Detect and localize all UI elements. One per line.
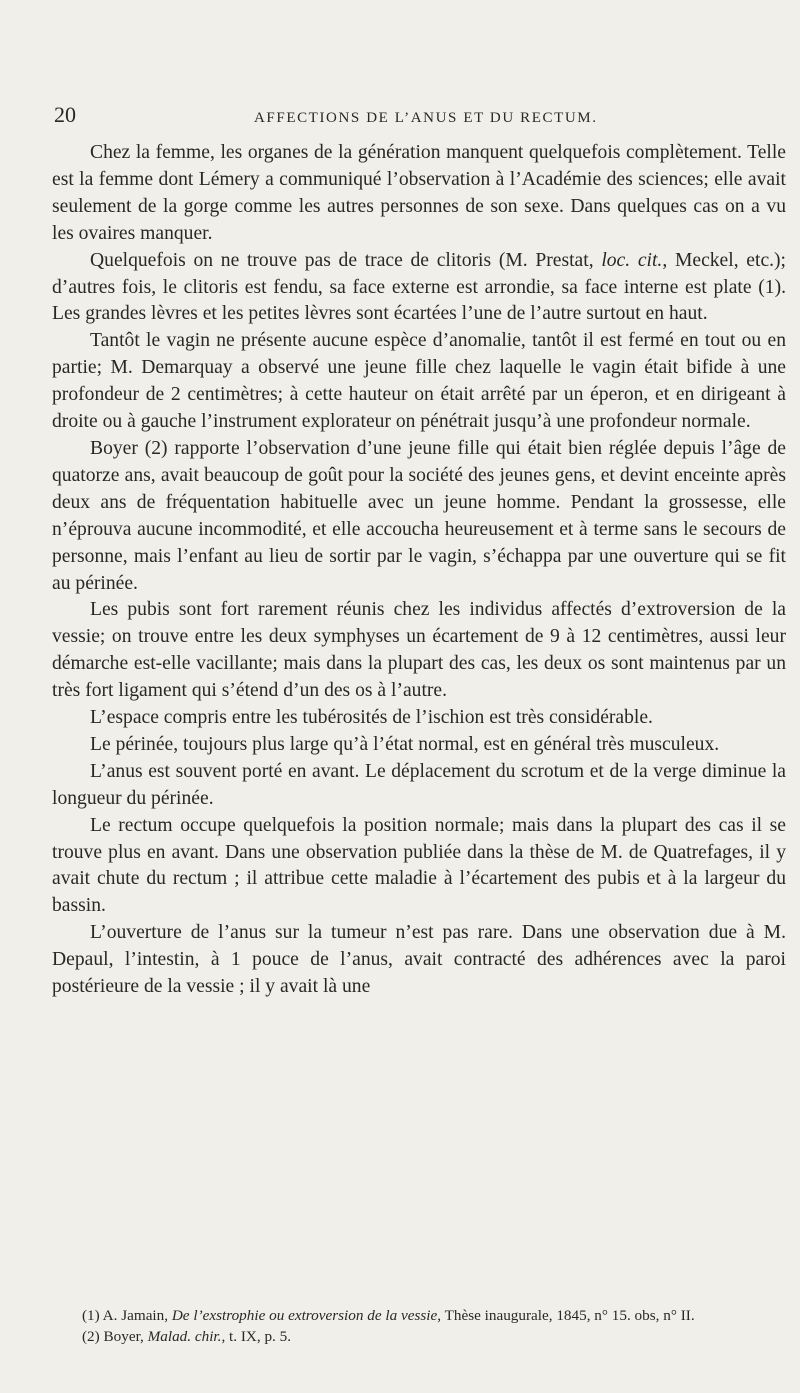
body-text xyxy=(52,140,786,1001)
paragraph-3: Tantôt le vagin ne présente aucune espèce d’anomalie, tantôt il est fermé en tout ou en partie; M. Demarquay a observé une jeune fille chez laquelle le vagin était bifide à une profondeur de 2 centimètres; à cette hauteur on était arrêté par un éperon, et en dirigeant à droite ou à gauche l’instrument explorateur on pénétrait jusqu’à une profondeur normale. xyxy=(52,330,786,433)
citation-italic: loc. cit. xyxy=(601,249,663,271)
footnote-2: (2) Boyer, Malad. chir., t. IX, p. 5. xyxy=(82,1327,292,1345)
paragraph-1: Chez la femme, les organes de la génération manquent quelquefois complètement. Telle est la femme dont Lémery a communiqué l’observation à l’Académie des sciences; elle avait seulement de la gorge comme les autres personnes de son sexe. Dans quelques cas on a vu les ovaires manquer. xyxy=(52,142,786,244)
footnote-1-title: De l’exstrophie ou extroversion de la vessie xyxy=(171,1307,438,1324)
running-head-title: AFFECTIONS DE L’ANUS ET DU RECTUM. xyxy=(254,110,598,126)
paragraph-6: L’espace compris entre les tubérosités de l’ischion est très considérable. xyxy=(90,707,653,729)
paragraph-4: Boyer (2) rapporte l’observation d’une jeune fille qui était bien réglée depuis l’âge de quatorze ans, avait beaucoup de goût pour la société des jeunes gens, et devint enceinte après deux ans de fréquentation habituelle avec un jeune homme. Pendant la grossesse, elle n’éprouva aucune incommodité, et elle accoucha heureusement et à terme sans le secours de personne, mais l’enfant au lieu de sortir par le vagin, s’échappa par une ouverture qui se fit au périnée. xyxy=(52,437,786,594)
footnote-1: (1) A. Jamain, De l’exstrophie ou extroversion de la vessie, Thèse inaugurale, 1845, n° 15. obs, n° II. xyxy=(82,1307,695,1324)
paragraph-5: Les pubis sont fort rarement réunis chez les individus affectés d’extroversion de la vessie; on trouve entre les deux symphyses un écartement de 9 à 12 centimètres, aussi leur démarche est-elle vacillante; mais dans la plupart des cas, les deux os sont maintenus par un très fort ligament qui s’étend d’un des os à l’autre. xyxy=(52,599,786,702)
paragraph-10: L’ouverture de l’anus sur la tumeur n’est pas rare. Dans une observation due à M. Depaul, l’intestin, à 1 pouce de l’anus, avait contracté des adhérences avec la paroi postérieure de la vessie ; il y avait là une xyxy=(52,922,786,998)
footnote-2-title: Malad. chir. xyxy=(147,1327,222,1345)
running-head xyxy=(54,102,784,136)
paragraph-2: Quelquefois on ne trouve pas de trace de clitoris (M. Prestat, loc. cit., Meckel, etc.); d’autres fois, le clitoris est fendu, sa face externe est arrondie, sa face interne est plate (1). Les grandes lèvres et les petites lèvres sont écartées l’une de l’autre surtout en haut. xyxy=(52,249,787,325)
paragraph-9: Le rectum occupe quelquefois la position normale; mais dans la plupart des cas il se trouve plus en avant. Dans une observation publiée dans la thèse de M. de Quatrefages, il y avait chute du rectum ; il attribue cette maladie à l’écartement des pubis et à la largeur du bassin. xyxy=(52,814,786,917)
paragraph-7: Le périnée, toujours plus large qu’à l’état normal, est en général très musculeux. xyxy=(90,733,720,755)
paragraph-8: L’anus est souvent porté en avant. Le déplacement du scrotum et de la verge diminue la longueur du périnée. xyxy=(52,760,786,809)
footnotes xyxy=(52,1306,786,1347)
page-number: 20 xyxy=(54,102,76,127)
